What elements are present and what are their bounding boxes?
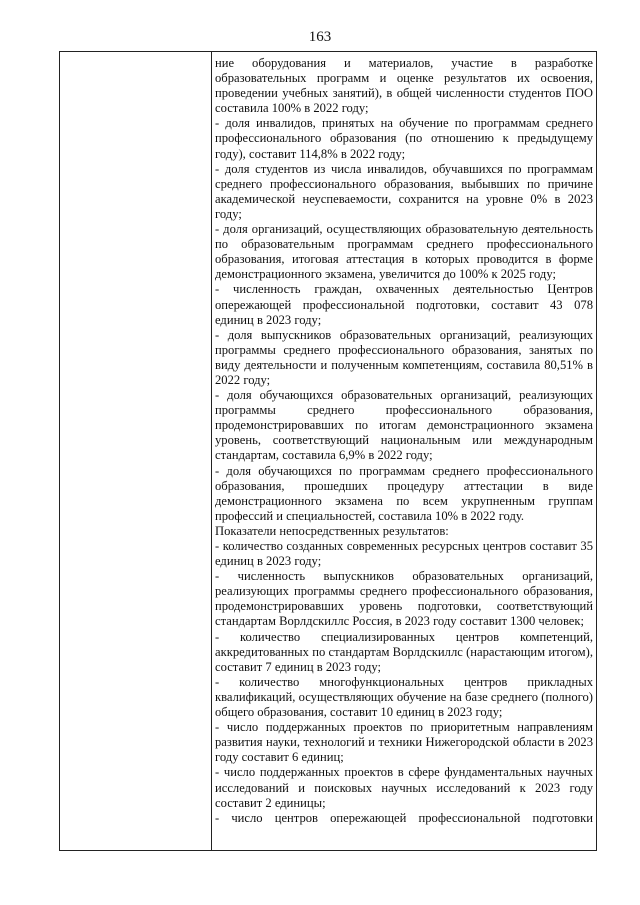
table-right-column (212, 52, 596, 850)
text-paragraph: - доля выпускников образовательных организаций, реализующих программы среднего профессионального образования, занятых по виду деятельности и полученным компетенциям, составила 80,51% в 2022 году; (215, 327, 593, 387)
text-paragraph: - число поддержанных проектов в сфере фундаментальных научных исследований и поисковых научных исследований к 2023 году составит 2 единицы; (215, 765, 593, 810)
text-paragraph: - доля обучающихся образовательных организаций, реализующих программы среднего профессионального образования, продемонстрировавших по итогам демонстрационного экзамена уровень, соответствующий национальным или международным стандартам, составила 6,9% в 2022 году; (215, 388, 593, 463)
text-paragraph: - численность выпускников образовательных организаций, реализующих программы среднего профессионального образования, продемонстрировавших уровень подготовки, соответствующий стандартам Ворлдскиллс Россия, в 2023 году составит 1300 человек; (215, 569, 593, 629)
text-paragraph: - доля организаций, осуществляющих образовательную деятельность по образовательным программам среднего профессионального образования, итоговая аттестация в которых проводится в форме демонстрационного экзамена, увеличится до 100% к 2025 году; (215, 222, 593, 282)
text-paragraph: - количество созданных современных ресурсных центров составит 35 единиц в 2023 году; (215, 539, 593, 569)
text-paragraph: - доля инвалидов, принятых на обучение по программам среднего профессионального образования (по отношению к предыдущему году), составит 114,8% в 2022 году; (215, 116, 593, 161)
text-paragraph: ние оборудования и материалов, участие в разработке образовательных программ и оценке результатов их освоения, проведении учебных занятий), в общей численности студентов ПОО составила 100% в 2022 году; (215, 56, 593, 116)
text-paragraph: - численность граждан, охваченных деятельностью Центров опережающей профессиональной подготовки, составит 43 078 единиц в 2023 году; (215, 282, 593, 327)
table-left-column (60, 52, 212, 850)
text-paragraph-continued: - число центров опережающей профессиональной подготовки (215, 810, 593, 825)
document-table (59, 51, 597, 851)
text-paragraph: - число поддержанных проектов по приоритетным направлениям развития науки, технологий и техники Нижегородской области в 2023 году составит 6 единиц; (215, 720, 593, 765)
text-paragraph: - количество специализированных центров компетенций, аккредитованных по стандартам Ворлдскиллс (нарастающим итогом), составит 7 единиц в 2023 году; (215, 629, 593, 674)
text-paragraph: - количество многофункциональных центров прикладных квалификаций, осуществляющих обучение на базе среднего (полного) общего образования, составит 10 единиц в 2023 году; (215, 674, 593, 720)
text-paragraph: - доля обучающихся по программам среднего профессионального образования, прошедших процедуру аттестации в виде демонстрационного экзамена по всем укрупненным группам профессий и специальностей, составила 10% в 2022 году. (215, 463, 593, 523)
page-number: 163 (308, 29, 332, 45)
text-paragraph: - доля студентов из числа инвалидов, обучавшихся по программам среднего профессионального образования, выбывших по причине академической неуспеваемости, сохранится на уровне 0% в 2023 году; (215, 161, 593, 221)
section-heading: Показатели непосредственных результатов: (215, 523, 449, 538)
